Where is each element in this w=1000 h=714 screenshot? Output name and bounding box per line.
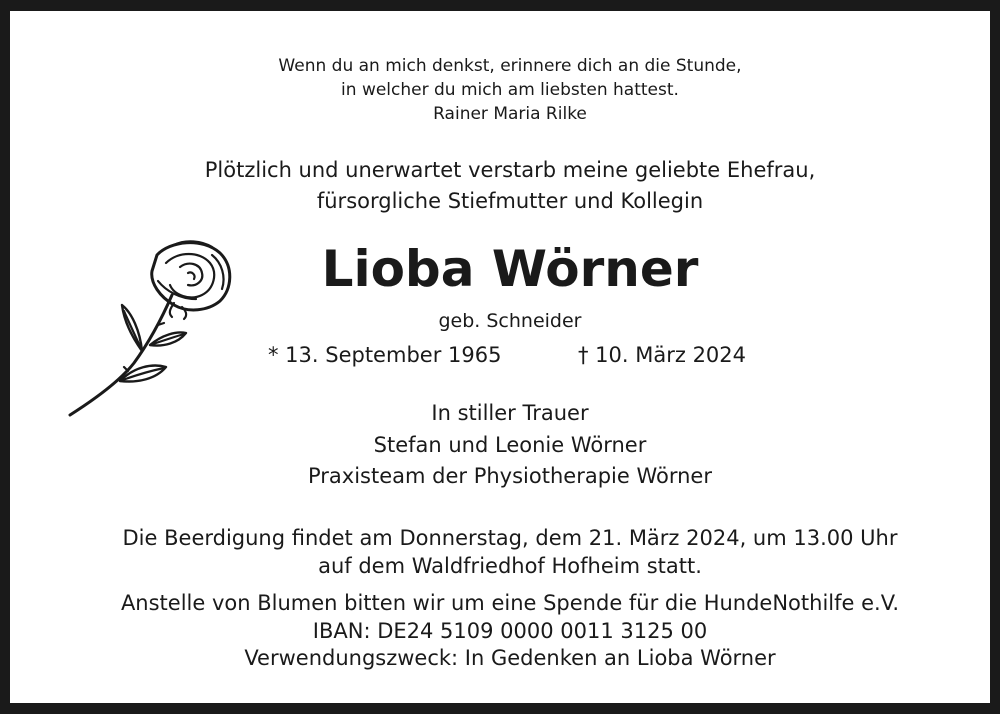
birth-name: geb. Schneider bbox=[438, 310, 582, 332]
mourners-heading: In stiller Trauer bbox=[431, 401, 589, 425]
intro-line-1: Plötzlich und unerwartet verstarb meine geliebte Ehefrau, bbox=[204, 158, 816, 182]
quote-author: Rainer Maria Rilke bbox=[433, 104, 587, 124]
deceased-name: Lioba Wörner bbox=[321, 240, 699, 298]
quote-line-1: Wenn du an mich denkst, erinnere dich an die Stunde, bbox=[278, 56, 742, 76]
mourners-family: Stefan und Leonie Wörner bbox=[373, 433, 647, 457]
funeral-line-1: Die Beerdigung findet am Donnerstag, dem 21. März 2024, um 13.00 Uhr bbox=[122, 526, 898, 550]
intro-line-2: fürsorgliche Stiefmutter und Kollegin bbox=[316, 189, 704, 213]
donation-line: Anstelle von Blumen bitten wir um eine Spende für die HundeNothilfe e.V. bbox=[120, 591, 900, 615]
death-date: † 10. März 2024 bbox=[578, 343, 747, 367]
donation-purpose: Verwendungszweck: In Gedenken an Lioba Wörner bbox=[244, 646, 776, 670]
donation-iban: IBAN: DE24 5109 0000 0011 3125 00 bbox=[312, 619, 708, 643]
mourners-practice: Praxisteam der Physiotherapie Wörner bbox=[308, 464, 712, 488]
quote-line-2: in welcher du mich am liebsten hattest. bbox=[341, 80, 679, 100]
funeral-line-2: auf dem Waldfriedhof Hofheim statt. bbox=[318, 554, 702, 578]
birth-date: * 13. September 1965 bbox=[268, 343, 502, 367]
